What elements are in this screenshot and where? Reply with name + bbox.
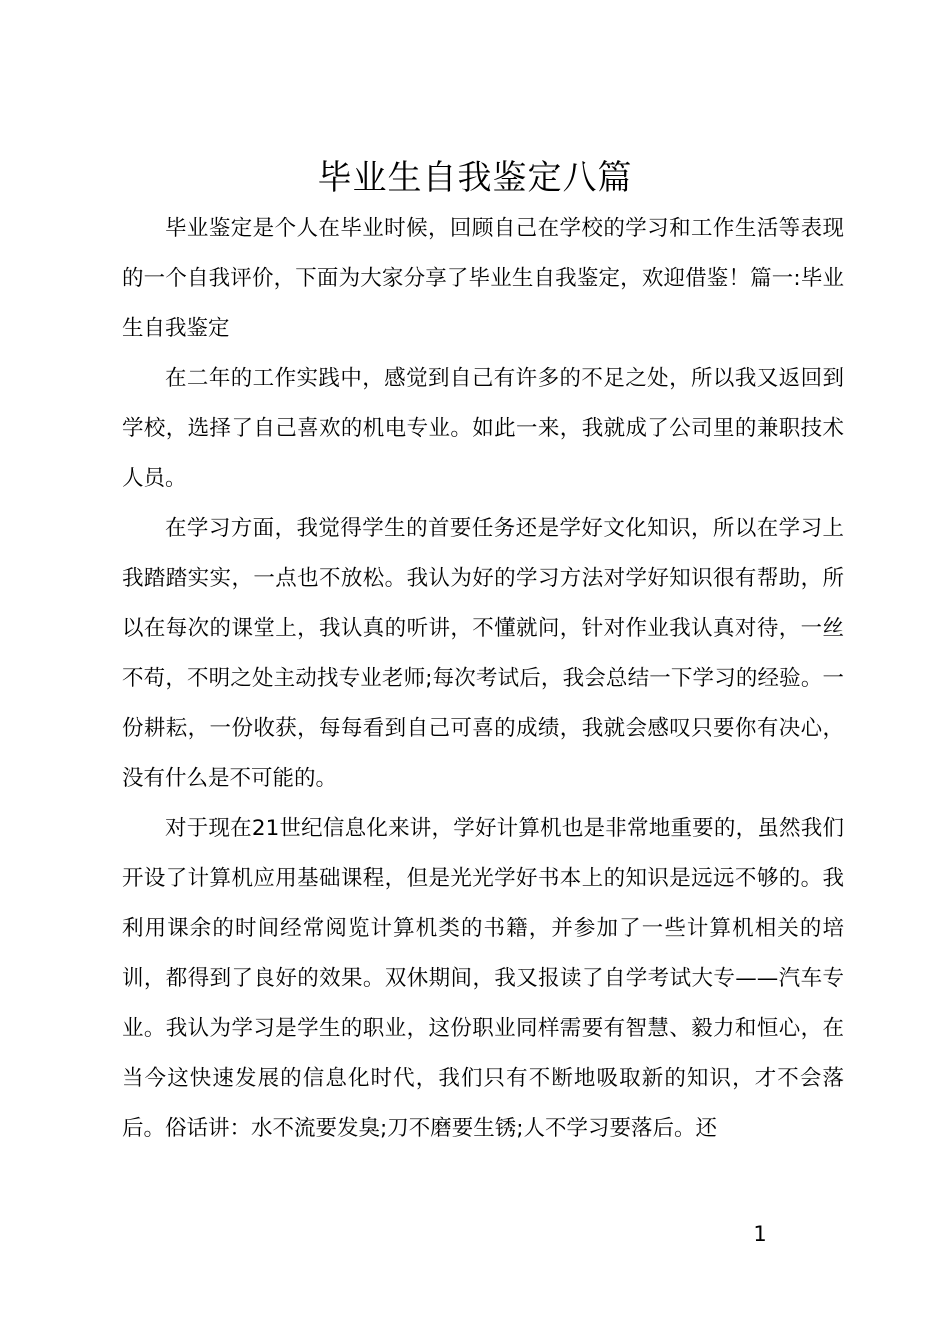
paragraph-computer: 对于现在21世纪信息化来讲，学好计算机也是非常地重要的，虽然我们开设了计算机应用基础课程，但是光光学好书本上的知识是远远不够的。我利用课余的时间经常阅览计算机类的书籍，并参加了一些计算机相关的培训，都得到了良好的效果。双休期间，我又报读了自学考试大专——汽车专业。我认为学习是学生的职业，这份职业同样需要有智慧、毅力和恒心，在当今这快速发展的信息化时代，我们只有不断地吸取新的知识，才不会落后。俗话讲：水不流要发臭;刀不磨要生锈;人不学习要落后。还 [122, 816, 844, 1141]
paragraph-work-practice: 在二年的工作实践中，感觉到自己有许多的不足之处，所以我又返回到学校，选择了自己喜欢的机电专业。如此一来，我就成了公司里的兼职技术人员。 [122, 366, 844, 491]
page-number: 1 [753, 1222, 767, 1246]
document-title: 毕业生自我鉴定八篇 [317, 158, 633, 198]
paragraph-intro: 毕业鉴定是个人在毕业时候，回顾自己在学校的学习和工作生活等表现的一个自我评价，下面为大家分享了毕业生自我鉴定，欢迎借鉴！篇一:毕业生自我鉴定 [122, 216, 844, 341]
document-body [122, 204, 844, 1154]
paragraph-study: 在学习方面，我觉得学生的首要任务还是学好文化知识，所以在学习上我踏踏实实，一点也不放松。我认为好的学习方法对学好知识很有帮助，所以在每次的课堂上，我认真的听讲，不懂就问，针对作业我认真对待，一丝不苟，不明之处主动找专业老师;每次考试后，我会总结一下学习的经验。一份耕耘，一份收获，每每看到自己可喜的成绩，我就会感叹只要你有决心，没有什么是不可能的。 [122, 516, 844, 791]
